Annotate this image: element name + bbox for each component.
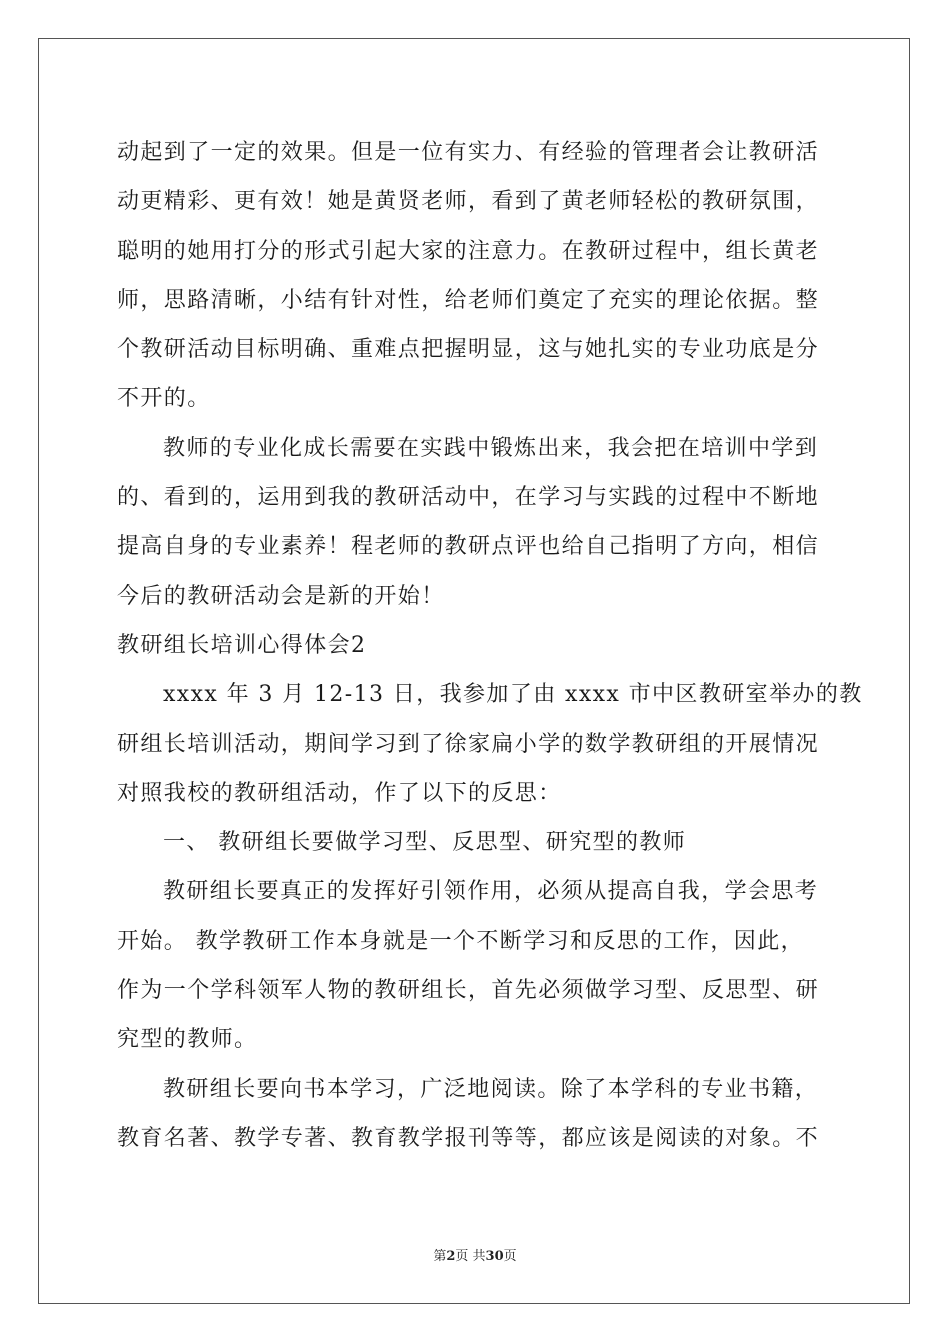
footer-middle: 页 共 — [455, 1249, 486, 1264]
text-line: 动起到了一定的效果。但是一位有实力、有经验的管理者会让教研活 — [117, 140, 820, 165]
text-line: 教师的专业化成长需要在实践中锻炼出来，我会把在培训中学到 — [163, 435, 819, 461]
footer-page-number: 2 — [446, 1249, 456, 1264]
text-line: 开始。 教学教研工作本身就是一个不断学习和反思的工作，因此， — [117, 928, 804, 954]
text-line: 提高自身的专业素养！程老师的教研点评也给自己指明了方向，相信 — [117, 534, 820, 560]
text-line: 聪明的她用打分的形式引起大家的注意力。在教研过程中，组长黄老 — [117, 238, 820, 264]
footer-suffix: 页 — [503, 1249, 517, 1264]
page-footer — [0, 1245, 950, 1264]
footer-prefix: 第 — [433, 1249, 447, 1264]
text-line: xxxx 年 3 月 12-13 日，我参加了由 xxxx 市中区教研室举办的教 — [163, 682, 863, 708]
text-line: 不开的。 — [117, 386, 211, 412]
text-line: 教研组长要真正的发挥好引领作用，必须从提高自我，学会思考 — [163, 879, 819, 905]
text-line: 一、 教研组长要做学习型、反思型、研究型的教师 — [163, 830, 687, 856]
text-line: 作为一个学科领军人物的教研组长，首先必须做学习型、反思型、研 — [117, 978, 820, 1004]
text-line: 研组长培训活动，期间学习到了徐家扁小学的数学教研组的开展情况 — [117, 731, 820, 757]
text-line: 教研组长要向书本学习，广泛地阅读。除了本学科的专业书籍， — [163, 1076, 819, 1102]
text-line: 教育名著、教学专著、教育教学报刊等等，都应该是阅读的对象。不 — [117, 1125, 820, 1151]
footer-total-pages: 30 — [485, 1249, 504, 1264]
text-line: 师，思路清晰，小结有针对性，给老师们奠定了充实的理论依据。整 — [117, 287, 820, 313]
text-line: 今后的教研活动会是新的开始！ — [117, 583, 445, 609]
text-line: 个教研活动目标明确、重难点把握明显，这与她扎实的专业功底是分 — [117, 337, 820, 363]
text-line: 究型的教师。 — [117, 1027, 258, 1053]
text-line: 对照我校的教研组活动，作了以下的反思： — [117, 780, 562, 806]
text-line: 教研组长培训心得体会2 — [117, 632, 367, 658]
text-line: 的、看到的，运用到我的教研活动中，在学习与实践的过程中不断地 — [117, 485, 820, 511]
document-body — [117, 128, 863, 1163]
text-line: 动更精彩、更有效！她是黄贤老师，看到了黄老师轻松的教研氛围， — [117, 189, 820, 215]
